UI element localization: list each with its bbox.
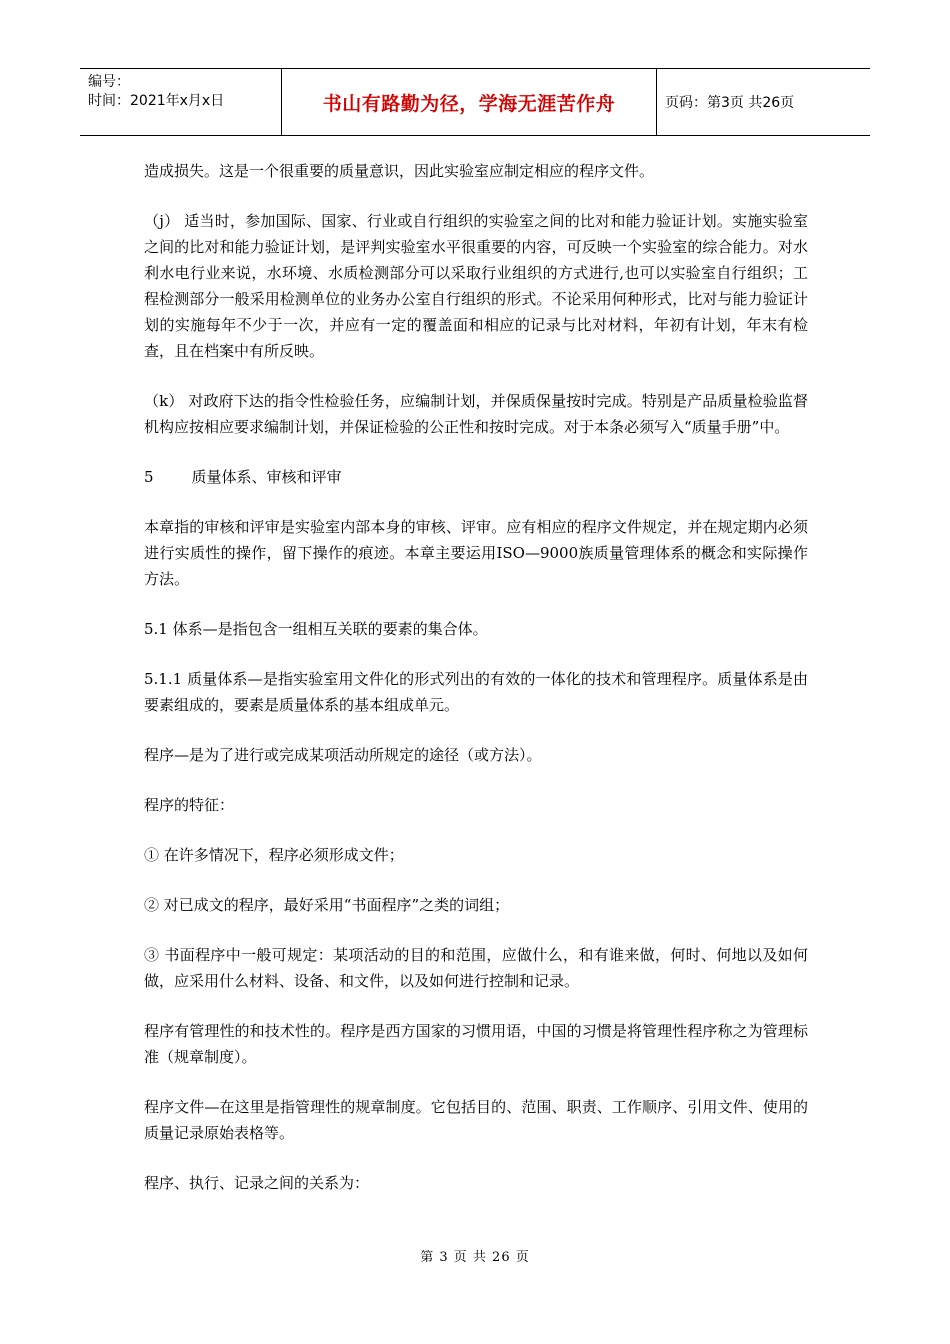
header-motto-cell	[281, 69, 657, 135]
section-title: 质量体系、审核和评审	[191, 468, 342, 486]
list-item: ③ 书面程序中一般可规定：某项活动的目的和范围，应做什么，和有谁来做，何时、何地以及如何做，应采用什么材料、设备、和文件，以及如何进行控制和记录。	[144, 946, 808, 990]
footer-page-number: 第 3 页 共 26 页	[420, 1250, 530, 1265]
section-heading	[144, 464, 808, 490]
paragraph: 本章指的审核和评审是实验室内部本身的审核、评审。应有相应的程序文件规定，并在规定期内必须进行实质性的操作，留下操作的痕迹。本章主要运用ISO—9000族质量管理体系的概念和实际操作方法。	[144, 518, 808, 588]
definition-quality-system: 5.1.1 质量体系—是指实验室用文件化的形式列出的有效的一体化的技术和管理程序。质量体系是由要素组成的，要素是质量体系的基本组成单元。	[144, 670, 808, 714]
header-page-cell	[657, 69, 870, 135]
page-header	[80, 68, 870, 136]
paragraph: 程序有管理性的和技术性的。程序是西方国家的习惯用语，中国的习惯是将管理性程序称之为管理标准（规章制度）。	[144, 1022, 808, 1066]
section-number: 5	[144, 468, 154, 486]
paragraph: 程序、执行、记录之间的关系为：	[144, 1174, 370, 1192]
document-body	[144, 158, 808, 1220]
motto-text: 书山有路勤为径，学海无涯苦作舟	[322, 92, 616, 115]
date-label: 时间：2021年x月x日	[88, 93, 225, 109]
paragraph-item-k: （k） 对政府下达的指令性检验任务，应编制计划，并保质保量按时完成。特别是产品质量检验监督机构应按相应要求编制计划，并保证检验的公正性和按时完成。对于本条必须写入“质量手册”中。	[144, 392, 808, 436]
list-item: ① 在许多情况下，程序必须形成文件；	[144, 846, 404, 864]
paragraph: 造成损失。这是一个很重要的质量意识，因此实验室应制定相应的程序文件。	[144, 162, 655, 180]
page-footer	[0, 1246, 950, 1265]
definition-procedure: 程序—是为了进行或完成某项活动所规定的途径（或方法）。	[144, 746, 542, 764]
document-number-label: 编号：	[88, 74, 130, 90]
paragraph-item-j: （j） 适当时，参加国际、国家、行业或自行组织的实验室之间的比对和能力验证计划。实施实验室之间的比对和能力验证计划，是评判实验室水平很重要的内容，可反映一个实验室的综合能力。对水利水电行业来说，水环境、水质检测部分可以采取行业组织的方式进行,也可以实验室自行组织；工程检测部分一般采用检测单位的业务办公室自行组织的形式。不论采用何种形式，比对与能力验证计划的实施每年不少于一次，并应有一定的覆盖面和相应的记录与比对材料，年初有计划，年末有检查，且在档案中有所反映。	[144, 212, 808, 360]
header-page-number: 页码：第3页 共26页	[665, 95, 795, 111]
paragraph: 程序文件—在这里是指管理性的规章制度。它包括目的、范围、职责、工作顺序、引用文件、使用的质量记录原始表格等。	[144, 1098, 808, 1142]
header-left-cell	[80, 69, 281, 135]
definition-system: 5.1 体系—是指包含一组相互关联的要素的集合体。	[144, 620, 488, 638]
procedure-features-heading: 程序的特征：	[144, 796, 235, 814]
list-item: ② 对已成文的程序，最好采用“书面程序”之类的词组；	[144, 896, 510, 914]
